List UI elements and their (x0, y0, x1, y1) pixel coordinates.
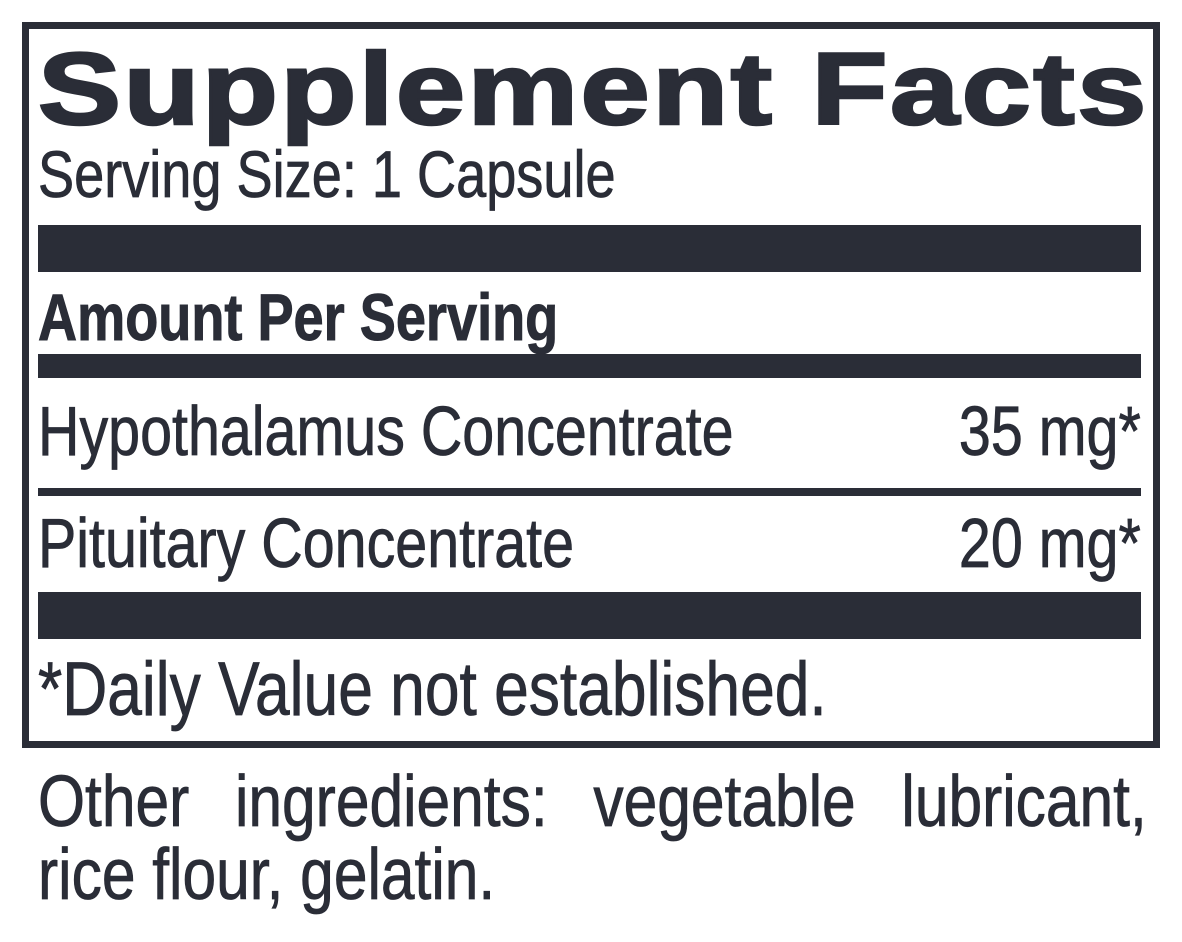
ingredient-amount: 20 mg* (959, 504, 1141, 582)
row-divider (38, 488, 1141, 496)
daily-value-footnote: *Daily Value not established. (38, 647, 827, 732)
serving-size-line (38, 137, 1141, 211)
separator-bar-top (38, 225, 1141, 272)
ingredient-name: Pituitary Concentrate (38, 504, 574, 582)
other-ingredients-line2: rice flour, gelatin. (38, 835, 496, 915)
other-ingredients (38, 762, 1147, 915)
title-line (38, 32, 1149, 146)
amount-per-serving-header: Amount Per Serving (38, 280, 559, 354)
ingredient-row (38, 496, 1141, 592)
ingredient-name: Hypothalamus Concentrate (38, 392, 734, 470)
ingredient-amount: 35 mg* (959, 392, 1141, 470)
serving-size-text: Serving Size: 1 Capsule (38, 137, 616, 211)
other-ingredients-line1: Other ingredients: vegetable lubricant, (38, 762, 1147, 842)
separator-bar-header (38, 354, 1141, 378)
amount-per-serving-line (38, 282, 1141, 352)
footnote-line (38, 647, 1141, 732)
supplement-facts-panel (22, 22, 1160, 748)
ingredient-row (38, 378, 1141, 488)
supplement-label-page (0, 22, 1182, 915)
separator-bar-bottom (38, 592, 1141, 639)
panel-title: Supplement Facts (38, 32, 1149, 146)
